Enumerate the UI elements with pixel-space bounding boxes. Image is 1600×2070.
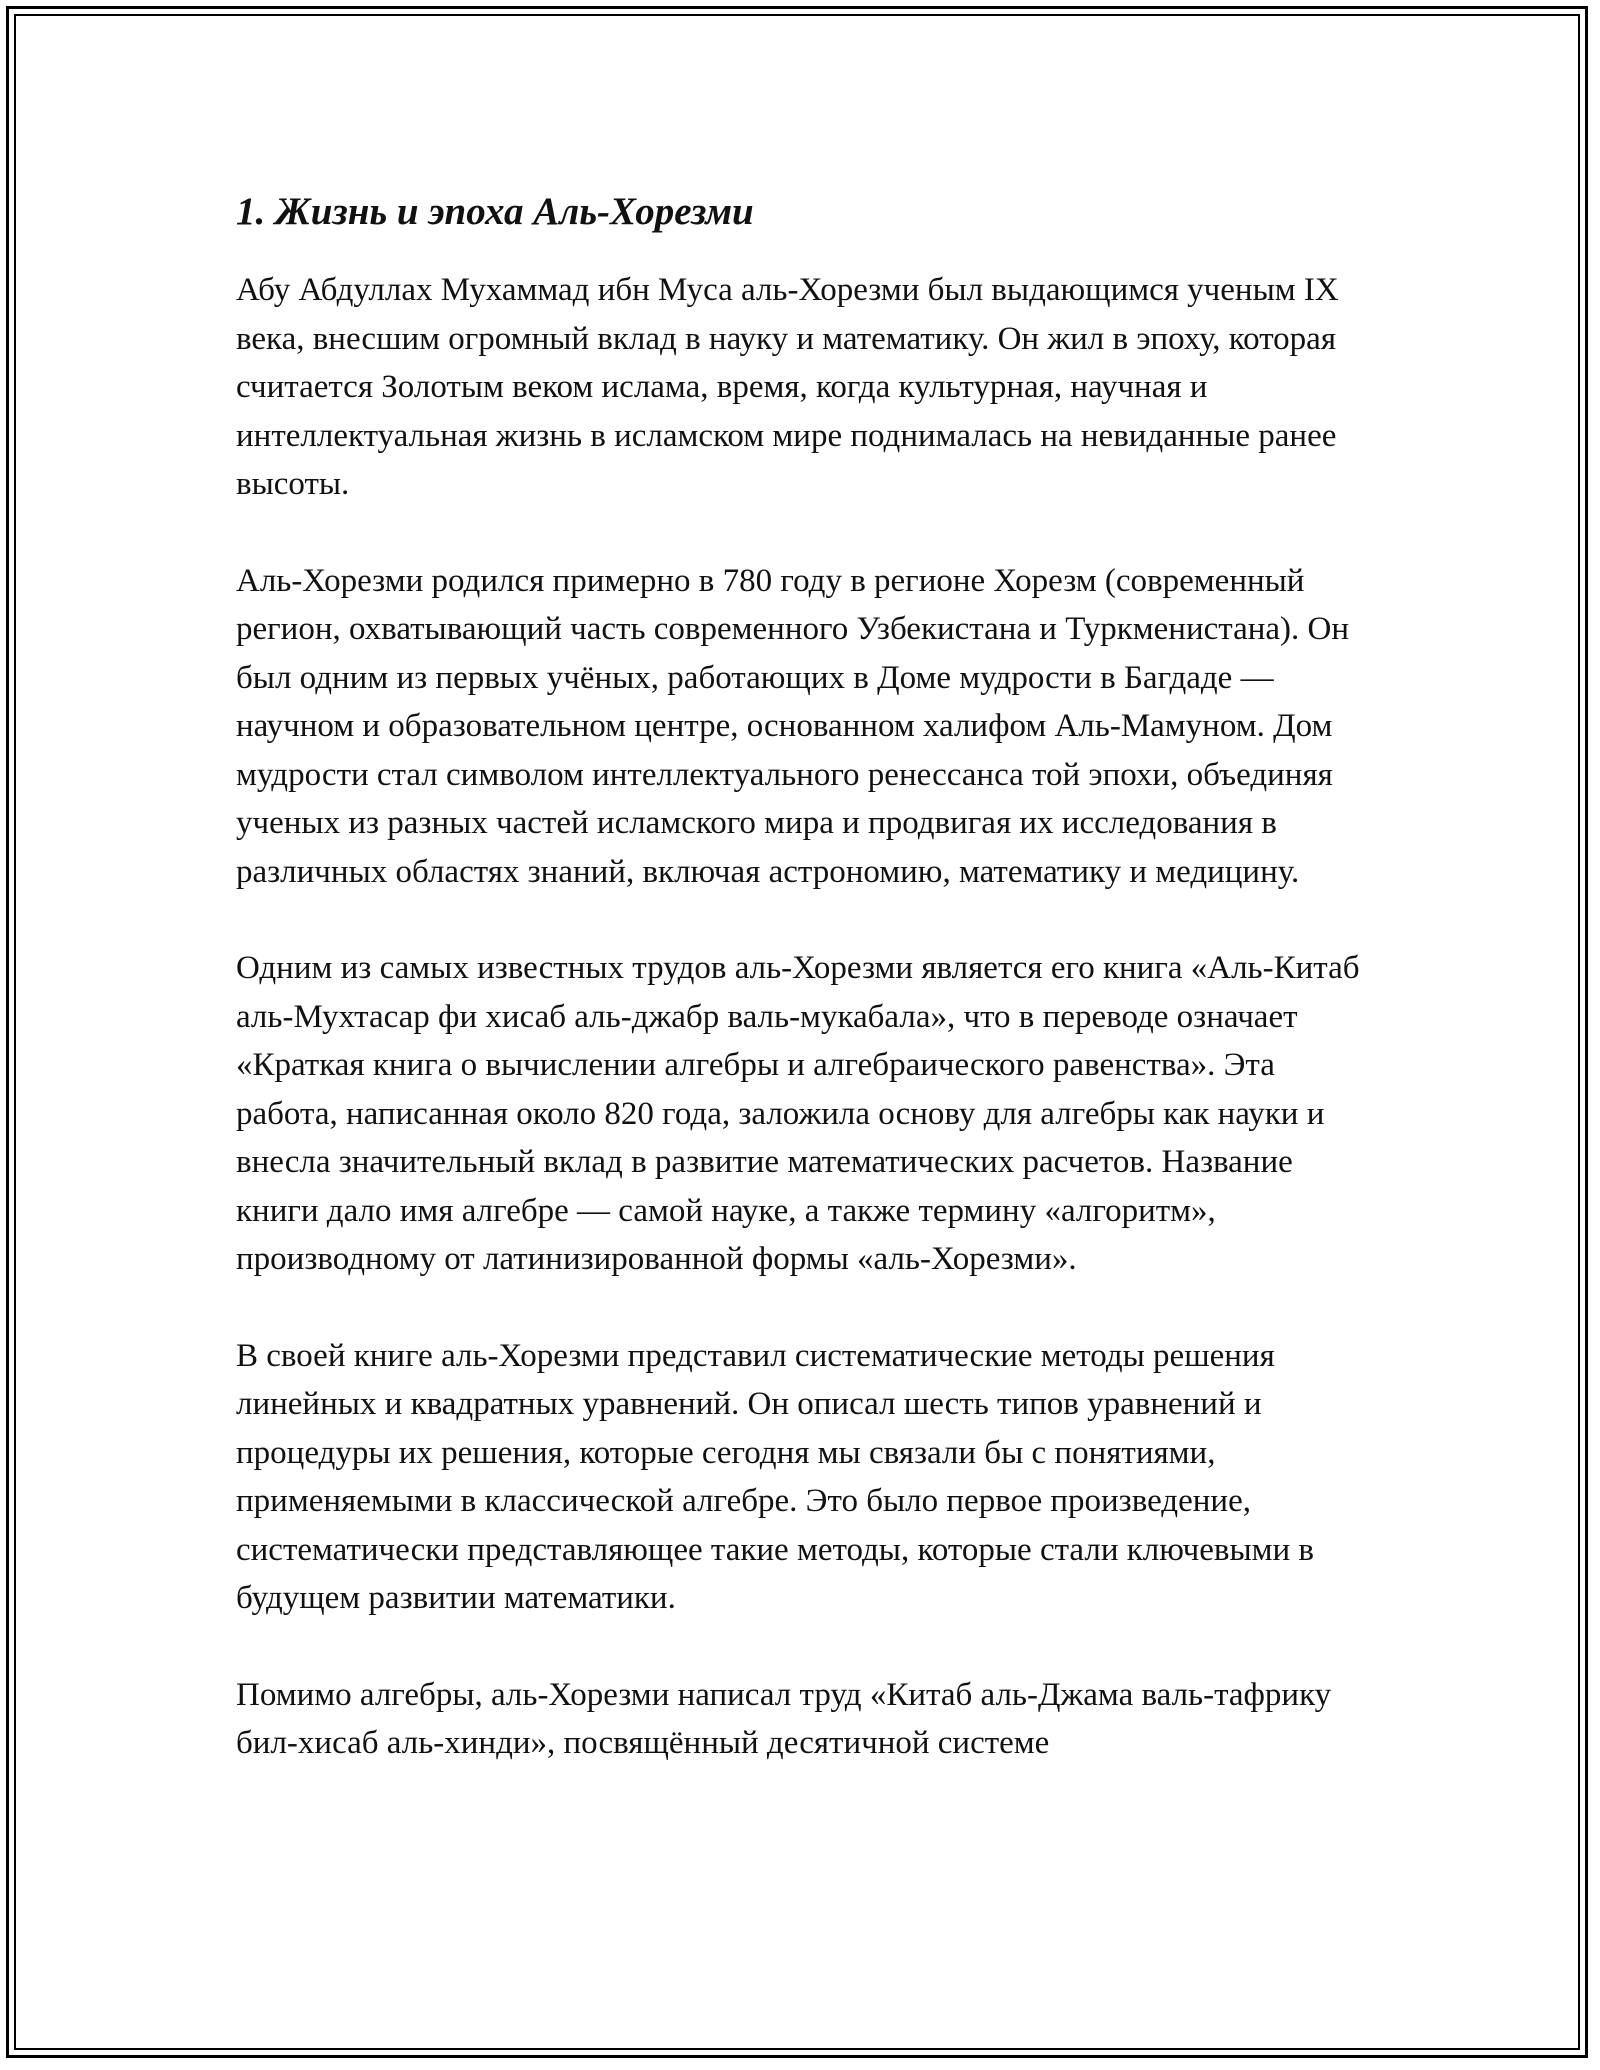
document-body (236, 186, 1376, 1816)
paragraph-4: В своей книге аль-Хорезми представил систематические методы решения линейных и квадратных уравнений. Он описал шесть типов уравнений и процедуры их решения, которые сегодня мы связали бы с понятиями, применяемыми в классической алгебре. Это было первое произведение, систематически представляющее такие методы, которые стали ключевыми в будущем развитии математики. (236, 1337, 1315, 1616)
paragraph-3: Одним из самых известных трудов аль-Хорезми является его книга «Аль-Китаб аль-Мухтасар фи хисаб аль-джабр валь-мукабала», что в переводе означает «Краткая книга о вычислении алгебры и алгебраического равенства». Эта работа, написанная около 820 года, заложила основу для алгебры как науки и внесла значительный вклад в развитие математических расчетов. Название книги дало имя алгебре — самой науке, а также термину «алгоритм», производному от латинизированной формы «аль-Хорезми». (236, 950, 1360, 1277)
paragraph-1: Абу Абдуллах Мухаммад ибн Муса аль-Хорезми был выдающимся ученым IX века, внесшим огромный вклад в науку и математику. Он жил в эпоху, которая считается Золотым веком ислама, время, когда культурная, научная и интеллектуальная жизнь в исламском мире поднималась на невиданные ранее высоты. (236, 272, 1339, 502)
paragraph-5: Помимо алгебры, аль-Хорезми написал труд «Китаб аль-Джама валь-тафрику бил-хисаб аль-хинди», посвящённый десятичной системе (236, 1676, 1332, 1761)
paragraph-2: Аль-Хорезми родился примерно в 780 году в регионе Хорезм (современный регион, охватывающий часть современного Узбекистана и Туркменистана). Он был одним из первых учёных, работающих в Доме мудрости в Багдаде — научном и образовательном центре, основанном халифом Аль-Мамуном. Дом мудрости стал символом интеллектуального ренессанса той эпохи, объединяя ученых из разных частей исламского мира и продвигая их исследования в различных областях знаний, включая астрономию, математику и медицину. (236, 562, 1350, 890)
section-title: 1. Жизнь и эпоха Аль-Хорезми (236, 190, 754, 233)
